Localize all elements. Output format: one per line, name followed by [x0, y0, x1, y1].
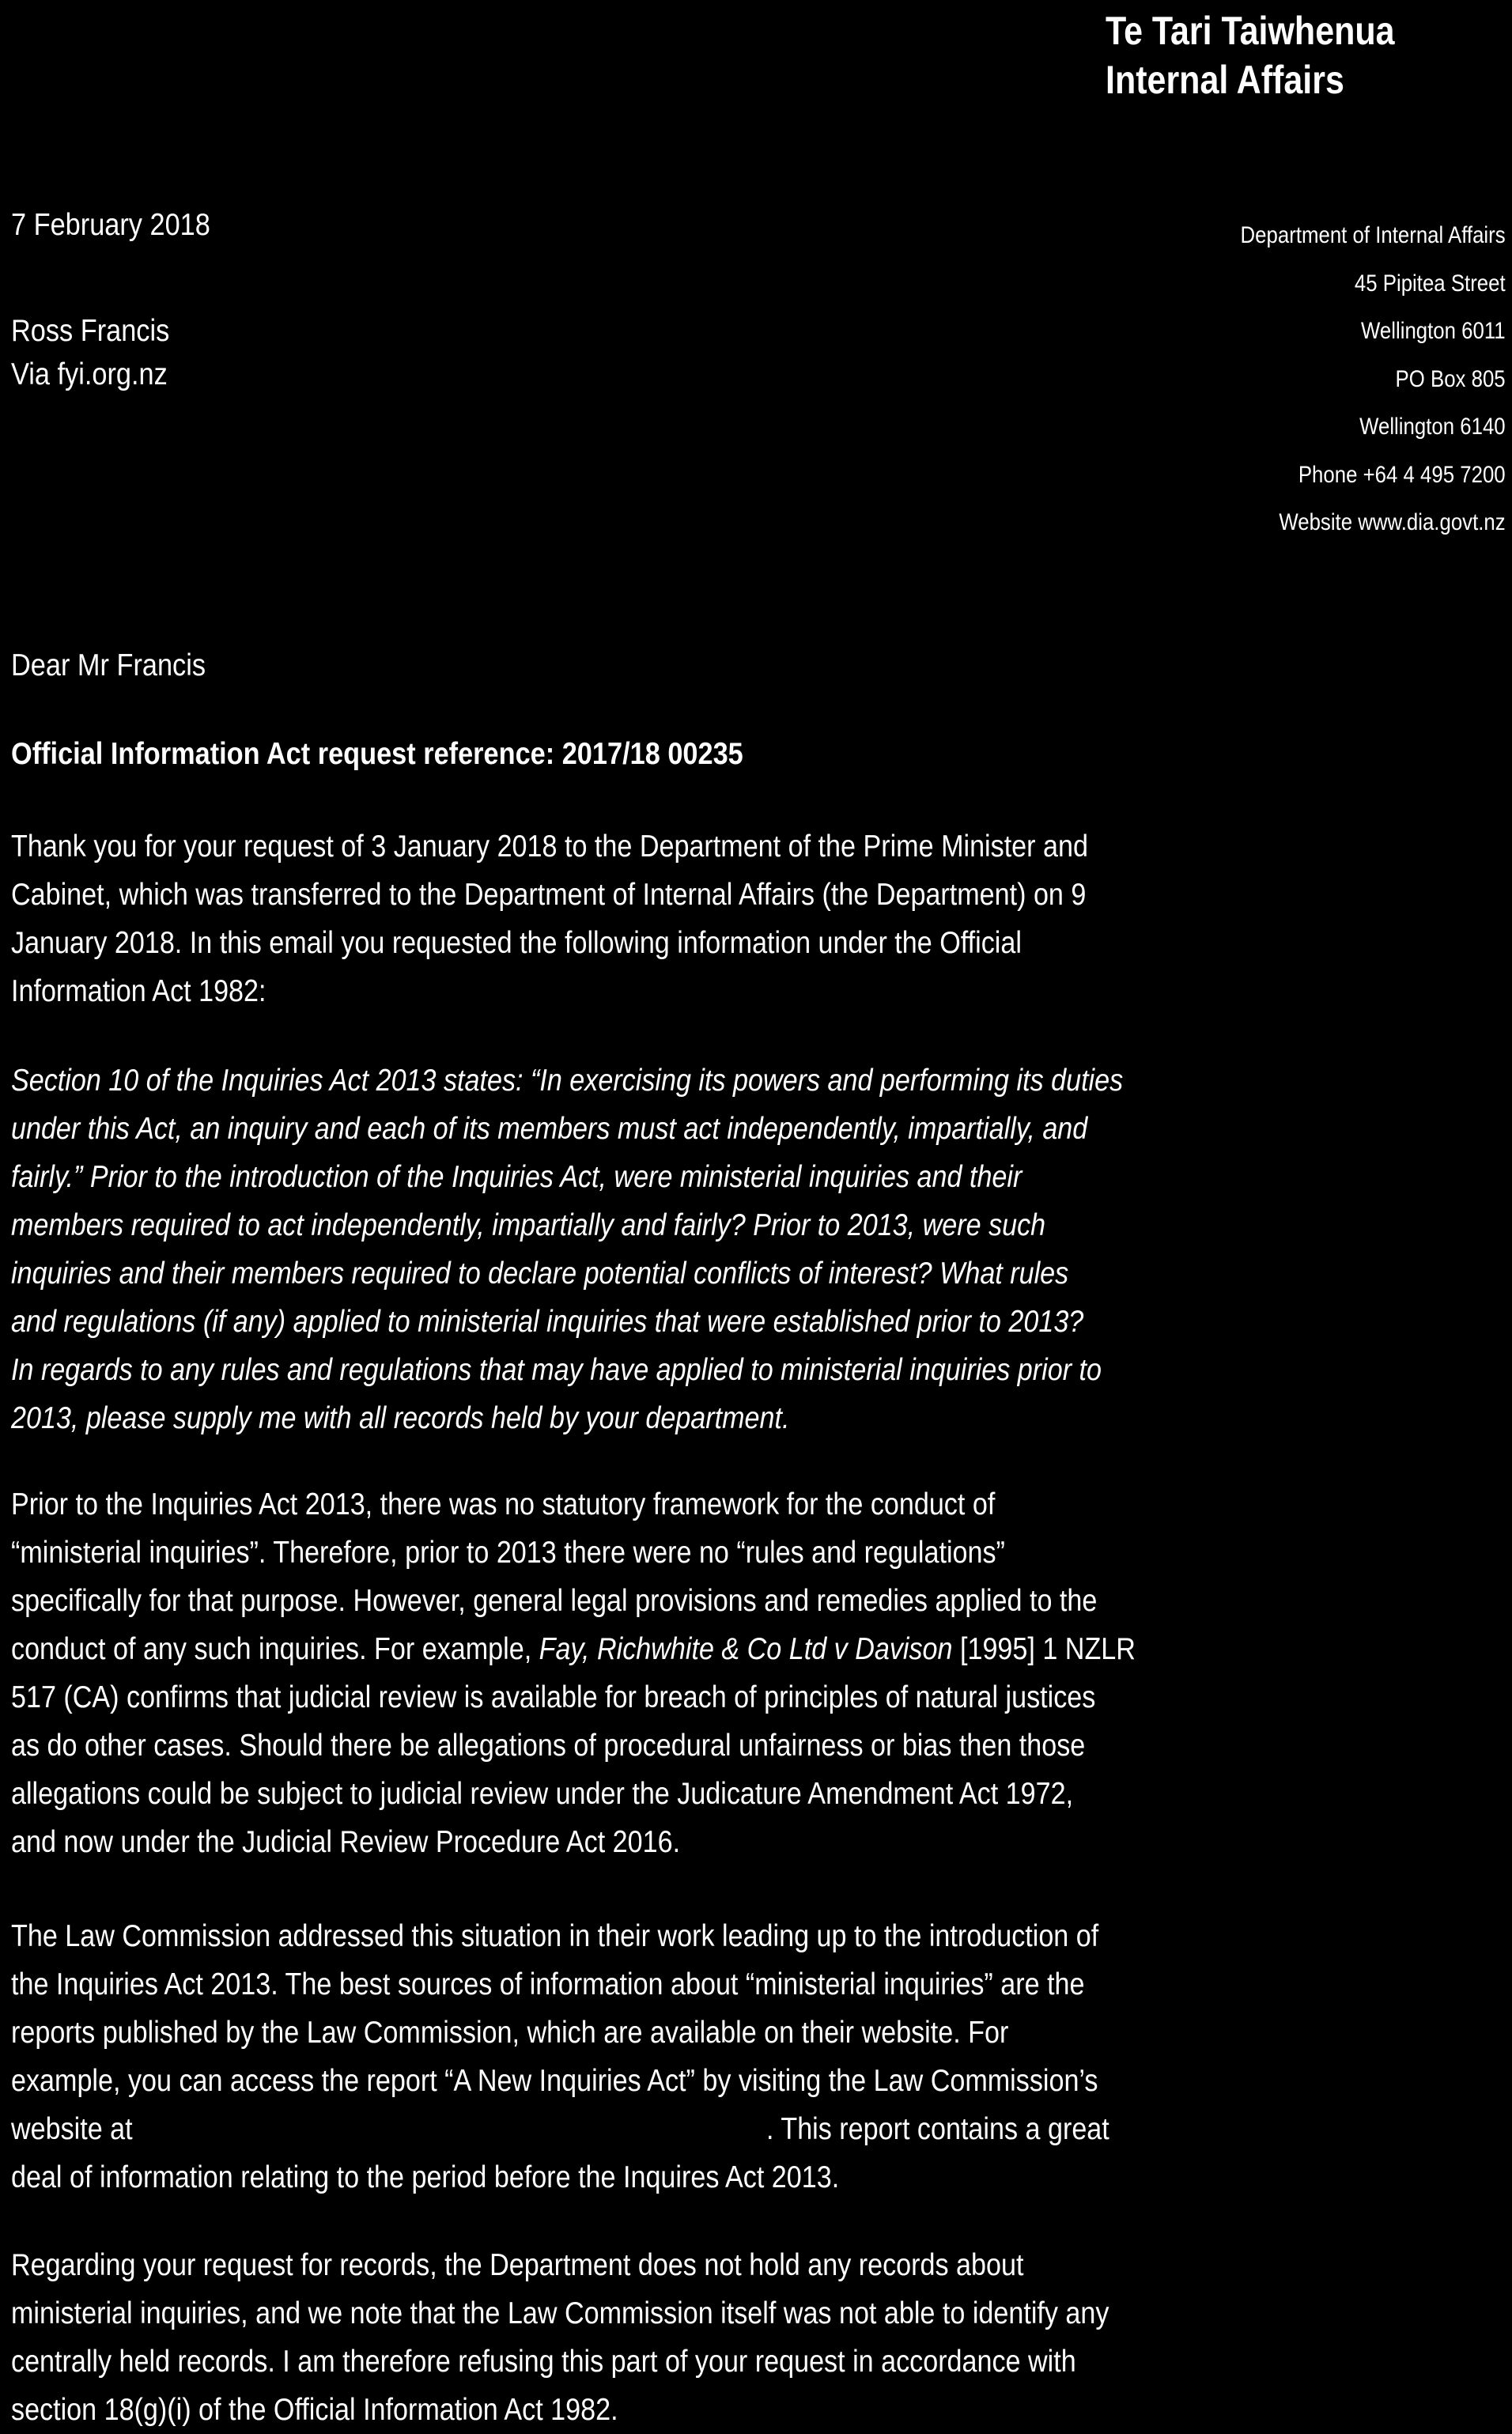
salutation: Dear Mr Francis	[11, 648, 206, 682]
text-line	[11, 1625, 1136, 1673]
case-citation: Fay, Richwhite & Co Ltd v Davison	[539, 1632, 953, 1666]
text-line: Prior to the Inquiries Act 2013, there was no statutory framework for the conduct of	[11, 1487, 996, 1521]
paragraph	[11, 1480, 1136, 1866]
paragraph	[11, 1912, 1109, 2202]
text-line: fairly.” Prior to the introduction of the Inquiries Act, were ministerial inquiries and their	[11, 1160, 1022, 1194]
subject-heading: Official Information Act request reference: 2017/18 00235	[11, 737, 743, 771]
letterhead-english-name: Internal Affairs	[1106, 58, 1344, 102]
paragraph	[11, 822, 1088, 1015]
address-line: 45 Pipitea Street	[1355, 270, 1506, 297]
sender-address	[1241, 212, 1506, 547]
text-line: reports published by the Law Commission, which are available on their website. For	[11, 2016, 1009, 2050]
text-segment: website at	[11, 2112, 141, 2146]
text-line: “ministerial inquiries”. Therefore, prior to 2013 there were no “rules and regulations”	[11, 1536, 1005, 1570]
address-line: PO Box 805	[1395, 365, 1506, 392]
text-line: ministerial inquiries, and we note that the Law Commission itself was not able to identify any	[11, 2296, 1109, 2330]
text-line: Regarding your request for records, the Department does not hold any records about	[11, 2248, 1024, 2282]
text-line: specifically for that purpose. However, general legal provisions and remedies applied to the	[11, 1584, 1098, 1618]
text-line: deal of information relating to the period before the Inquires Act 2013.	[11, 2160, 840, 2194]
address-line: Phone +64 4 495 7200	[1298, 461, 1506, 488]
text-line: section 18(g)(i) of the Official Information Act 1982.	[11, 2393, 618, 2427]
text-line: inquiries and their members required to declare potential conflicts of interest? What rules	[11, 1257, 1069, 1291]
letterhead-maori-name: Te Tari Taiwhenua	[1106, 9, 1395, 53]
text-line: Cabinet, which was transferred to the Department of Internal Affairs (the Department) on 9	[11, 878, 1087, 912]
text-line: Information Act 1982:	[11, 974, 266, 1008]
text-line: centrally held records. I am therefore refusing this part of your request in accordance with	[11, 2345, 1076, 2379]
text-line: under this Act, an inquiry and each of its members must act independently, impartially, and	[11, 1112, 1088, 1146]
text-line: the Inquiries Act 2013. The best sources of information about “ministerial inquiries” are the	[11, 1967, 1085, 2001]
text-line: example, you can access the report “A New Inquiries Act” by visiting the Law Commission’s	[11, 2064, 1098, 2098]
recipient-name: Ross Francis	[11, 314, 170, 348]
text-line	[11, 2105, 1109, 2153]
text-line: as do other cases. Should there be allegations of procedural unfairness or bias then those	[11, 1729, 1086, 1763]
text-line: 517 (CA) confirms that judicial review is available for breach of principles of natural justices	[11, 1680, 1096, 1714]
text-line: In regards to any rules and regulations that may have applied to ministerial inquiries prior to	[11, 1353, 1102, 1387]
text-line: 2013, please supply me with all records held by your department.	[11, 1401, 790, 1435]
text-line: Thank you for your request of 3 January 2018 to the Department of the Prime Minister and	[11, 830, 1088, 864]
text-line: January 2018. In this email you requested the following information under the Official	[11, 926, 1022, 960]
address-line: Wellington 6140	[1359, 414, 1506, 440]
text-segment: [1995] 1 NZLR	[952, 1632, 1136, 1666]
text-line: The Law Commission addressed this situation in their work leading up to the introduction of	[11, 1919, 1099, 1953]
text-line: Section 10 of the Inquiries Act 2013 states: “In exercising its powers and performing its duties	[11, 1064, 1124, 1098]
paragraph	[11, 2241, 1109, 2434]
text-line: members required to act independently, impartially and fairly? Prior to 2013, were such	[11, 1208, 1046, 1242]
address-line: Website www.dia.govt.nz	[1279, 509, 1506, 535]
letter-date: 7 February 2018	[11, 208, 210, 242]
recipient-via: Via fyi.org.nz	[11, 357, 168, 391]
address-line: Department of Internal Affairs	[1240, 222, 1506, 248]
text-segment: . This report contains a great	[766, 2112, 1109, 2146]
letterhead-logo	[1106, 6, 1395, 104]
text-line: and now under the Judicial Review Procedure Act 2016.	[11, 1825, 681, 1859]
address-line: Wellington 6011	[1361, 318, 1506, 344]
quoted-request	[11, 1056, 1123, 1442]
text-line: and regulations (if any) applied to ministerial inquiries that were established prior to 2013?	[11, 1305, 1084, 1339]
text-line: allegations could be subject to judicial review under the Judicature Amendment Act 1972,	[11, 1777, 1074, 1811]
text-segment: conduct of any such inquiries. For example,	[11, 1632, 539, 1666]
